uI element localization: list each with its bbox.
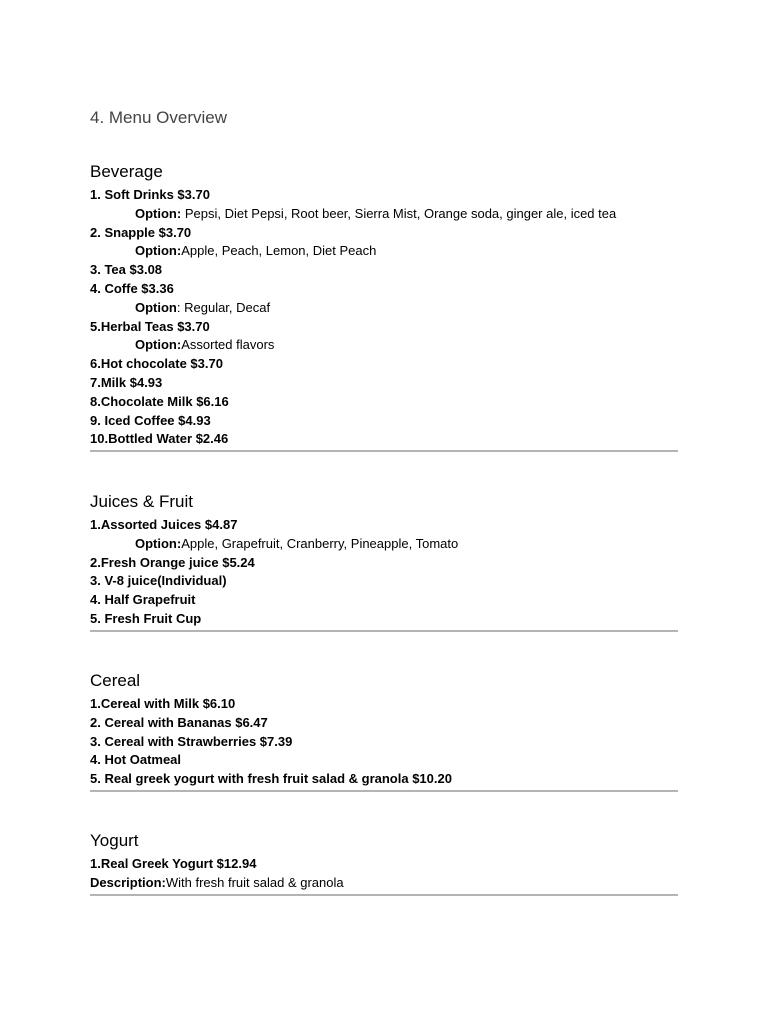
section-title: Beverage xyxy=(90,162,163,181)
option-text: Pepsi, Diet Pepsi, Root beer, Sierra Mist, Orange soda, ginger ale, iced tea xyxy=(181,205,617,221)
description-line xyxy=(90,874,678,893)
menu-item: 4. Half Grapefruit xyxy=(90,592,196,608)
option-text: : Regular, Decaf xyxy=(176,299,271,315)
menu-item: 2.Fresh Orange juice $5.24 xyxy=(90,554,255,570)
menu-item: 2. Cereal with Bananas $6.47 xyxy=(90,714,268,730)
section-divider xyxy=(90,790,678,792)
option-label: Option: xyxy=(135,243,182,259)
section-juices-fruit xyxy=(90,492,678,632)
menu-item: 2. Snapple $3.70 xyxy=(90,224,192,240)
menu-item: 3. V-8 juice(Individual) xyxy=(90,573,227,589)
menu-item: 4. Coffe $3.36 xyxy=(90,280,174,296)
description-label: Description: xyxy=(90,874,166,890)
menu-list xyxy=(90,695,678,789)
menu-item: 9. Iced Coffee $4.93 xyxy=(90,412,211,428)
option-label: Option: xyxy=(135,337,182,353)
menu-item: 6.Hot chocolate $3.70 xyxy=(90,356,223,372)
menu-item: 1. Soft Drinks $3.70 xyxy=(90,187,210,202)
section-divider xyxy=(90,450,678,452)
menu-item: 1.Cereal with Milk $6.10 xyxy=(90,696,236,711)
menu-item: 7.Milk $4.93 xyxy=(90,374,163,390)
option-label: Option: xyxy=(135,205,182,221)
option-label: Option: xyxy=(135,535,182,551)
menu-list xyxy=(90,186,678,449)
menu-item: 8.Chocolate Milk $6.16 xyxy=(90,393,229,409)
section-divider xyxy=(90,894,678,896)
option-line xyxy=(90,336,678,355)
menu-item: 4. Hot Oatmeal xyxy=(90,752,182,768)
option-label: Option xyxy=(135,299,177,315)
option-line xyxy=(90,205,678,224)
menu-item: 1.Assorted Juices $4.87 xyxy=(90,517,238,532)
section-beverage xyxy=(90,162,678,452)
menu-list xyxy=(90,516,678,629)
option-text: Apple, Peach, Lemon, Diet Peach xyxy=(181,243,377,259)
menu-item: 5. Real greek yogurt with fresh fruit salad & granola $10.20 xyxy=(90,771,452,787)
description-text: With fresh fruit salad & granola xyxy=(165,874,344,890)
section-title: Yogurt xyxy=(90,831,139,850)
menu-item: 5. Fresh Fruit Cup xyxy=(90,610,202,626)
section-divider xyxy=(90,630,678,632)
menu-item: 5.Herbal Teas $3.70 xyxy=(90,318,210,334)
menu-list xyxy=(90,855,678,893)
menu-item: 1.Real Greek Yogurt $12.94 xyxy=(90,856,257,871)
option-line xyxy=(90,299,678,318)
document-title: 4. Menu Overview xyxy=(90,108,227,127)
section-yogurt xyxy=(90,831,678,896)
option-line xyxy=(90,242,678,261)
option-text: Assorted flavors xyxy=(181,337,275,353)
menu-item: 3. Cereal with Strawberries $7.39 xyxy=(90,733,293,749)
menu-item: 3. Tea $3.08 xyxy=(90,262,163,278)
section-title: Cereal xyxy=(90,671,141,690)
menu-item: 10.Bottled Water $2.46 xyxy=(90,431,229,447)
section-title: Juices & Fruit xyxy=(90,492,193,511)
option-text: Apple, Grapefruit, Cranberry, Pineapple, Tomato xyxy=(181,535,459,551)
option-line xyxy=(90,535,678,554)
section-cereal xyxy=(90,671,678,792)
